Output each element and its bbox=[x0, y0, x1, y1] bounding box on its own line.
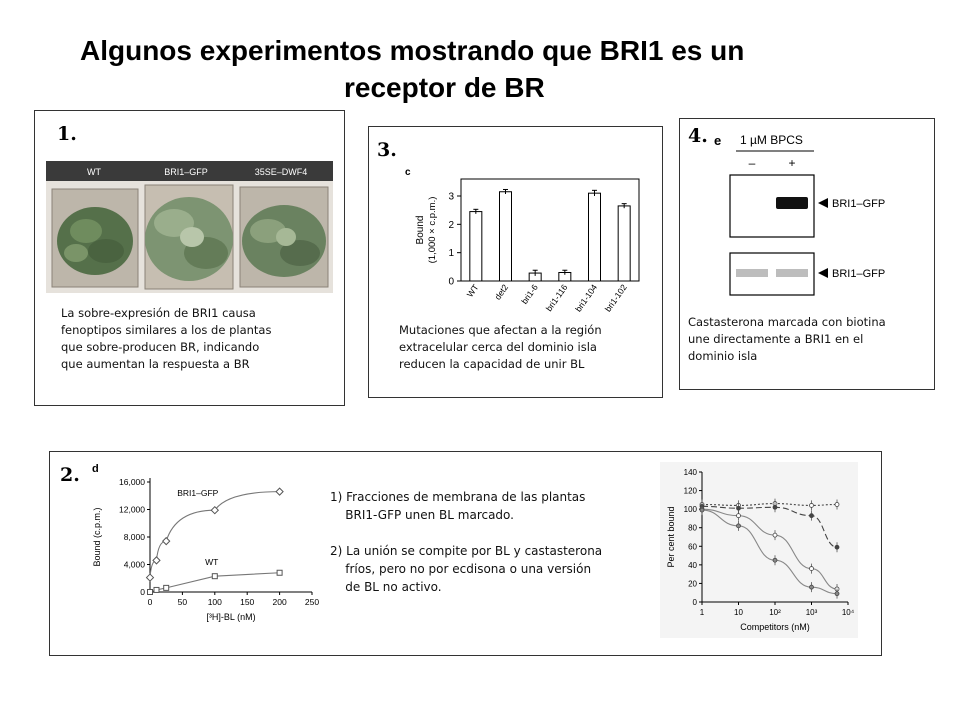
text-item-2 bbox=[330, 542, 602, 596]
data-point bbox=[737, 506, 741, 510]
y-tick-label: 12,000 bbox=[119, 504, 145, 515]
photo-label-wt: WT bbox=[87, 167, 101, 177]
data-point bbox=[773, 558, 777, 562]
data-point bbox=[700, 508, 704, 512]
plant-wt bbox=[57, 207, 133, 275]
caption-line: fenoptipos similares a los de plantas bbox=[61, 323, 272, 337]
photo-label-bri1-gfp: BRI1–GFP bbox=[164, 167, 208, 177]
caption-line: extracelular cerca del dominio isla bbox=[399, 340, 597, 354]
caption-line: La sobre-expresión de BRI1 causa bbox=[61, 306, 256, 320]
x-tick-label: 100 bbox=[207, 597, 222, 607]
panel-4-caption bbox=[688, 314, 886, 365]
text-line: de BL no activo. bbox=[330, 580, 442, 594]
x-tick-label: det2 bbox=[492, 282, 511, 302]
competition-chart bbox=[660, 462, 860, 640]
series-label-bri1-gfp: BRI1–GFP bbox=[177, 487, 219, 498]
data-point bbox=[154, 587, 159, 592]
plot-frame bbox=[461, 179, 639, 281]
panel-3-caption bbox=[399, 322, 602, 373]
data-point bbox=[212, 574, 217, 579]
x-tick-label: 200 bbox=[272, 597, 287, 607]
lane-plus: + bbox=[788, 156, 796, 170]
photo-label-35se-dwf4: 35SE–DWF4 bbox=[254, 167, 308, 177]
data-point bbox=[810, 503, 814, 507]
x-tick-label: 150 bbox=[240, 597, 255, 607]
plant-bri1-gfp bbox=[145, 197, 233, 281]
x-tick-label: 10³ bbox=[805, 608, 818, 617]
caption-line: reducen la capacidad de unir BL bbox=[399, 357, 585, 371]
x-tick-label: bri1-6 bbox=[519, 282, 540, 306]
data-point bbox=[835, 592, 839, 596]
caption-line: Castasterona marcada con biotina bbox=[688, 315, 886, 329]
bar-bri1-104 bbox=[589, 193, 601, 281]
data-point bbox=[810, 567, 814, 571]
x-tick-label: bri1-102 bbox=[602, 282, 629, 314]
band-control-1 bbox=[736, 269, 768, 277]
y-axis-label: Per cent bound bbox=[666, 506, 676, 568]
caption-line: que aumentan la respuesta a BR bbox=[61, 357, 250, 371]
panel-1-number: 1. bbox=[57, 123, 77, 145]
panel-2-text bbox=[330, 488, 602, 596]
x-axis-label: Competitors (nM) bbox=[740, 622, 810, 632]
panel-3-number: 3. bbox=[377, 139, 397, 161]
data-point bbox=[810, 514, 814, 518]
panel-3 bbox=[368, 126, 663, 398]
panel-4-number: 4. bbox=[688, 125, 708, 147]
y-tick-label: 100 bbox=[683, 505, 697, 515]
series-label-wt: WT bbox=[205, 557, 219, 568]
y-tick-label: 16,000 bbox=[119, 477, 145, 487]
data-point bbox=[164, 585, 169, 590]
data-point bbox=[835, 503, 839, 507]
panel-4 bbox=[679, 118, 935, 390]
plant-35se-dwf4 bbox=[242, 205, 326, 277]
saturation-chart bbox=[86, 460, 326, 630]
title-line-1: Algunos experimentos mostrando que BRI1 es un bbox=[80, 35, 745, 66]
data-point bbox=[773, 505, 777, 509]
y-tick-label: 60 bbox=[688, 542, 697, 552]
chart-panel-letter: d bbox=[92, 463, 99, 475]
data-point bbox=[277, 570, 282, 575]
data-point bbox=[163, 538, 170, 545]
panel-2-number: 2. bbox=[60, 464, 80, 486]
binding-bar-chart bbox=[387, 163, 659, 323]
data-point bbox=[153, 557, 160, 564]
title-line-2: receptor de BR bbox=[344, 72, 545, 103]
y-tick-label: 80 bbox=[688, 523, 697, 533]
blot-letter: e bbox=[714, 133, 722, 148]
band-label-bottom: BRI1–GFP bbox=[832, 268, 886, 280]
y-tick-label: 0 bbox=[448, 276, 454, 288]
data-point bbox=[276, 488, 283, 495]
x-tick-label: bri1-104 bbox=[573, 282, 600, 314]
x-tick-label: 250 bbox=[304, 597, 320, 607]
x-tick-label: 1 bbox=[699, 608, 705, 617]
data-point bbox=[147, 574, 154, 581]
y-tick-label: 40 bbox=[688, 560, 697, 570]
chart-panel-letter: c bbox=[405, 167, 411, 178]
panel-1 bbox=[34, 110, 345, 406]
panel-2 bbox=[49, 451, 882, 656]
plants-photo bbox=[46, 161, 333, 293]
data-point bbox=[835, 545, 839, 549]
data-point bbox=[810, 585, 814, 589]
arrow-bottom bbox=[818, 268, 828, 278]
lane-minus: – bbox=[748, 156, 756, 170]
caption-line: une directamente a BRI1 en el bbox=[688, 332, 864, 346]
y-tick-label: 3 bbox=[448, 191, 454, 203]
x-tick-label: 50 bbox=[177, 597, 188, 607]
y-tick-label: 120 bbox=[683, 486, 697, 496]
x-tick-label: 10 bbox=[734, 608, 743, 617]
data-point bbox=[737, 514, 741, 518]
bar-bri1-102 bbox=[618, 206, 630, 281]
panel-1-caption bbox=[61, 305, 271, 373]
blot-treatment: 1 µM BPCS bbox=[740, 133, 803, 147]
y-tick-label: 1 bbox=[448, 248, 454, 260]
text-line: BRI1-GFP unen BL marcado. bbox=[330, 508, 514, 522]
text-item-1 bbox=[330, 488, 602, 524]
y-tick-label: 0 bbox=[140, 587, 145, 597]
western-blot bbox=[712, 129, 932, 299]
data-point bbox=[148, 590, 153, 595]
bar-det2 bbox=[500, 192, 512, 281]
x-tick-label: bri1-116 bbox=[543, 282, 570, 314]
y-tick-label: 2 bbox=[448, 219, 454, 231]
y-tick-label: 140 bbox=[683, 468, 697, 477]
x-tick-label: 0 bbox=[147, 597, 153, 607]
caption-line: Mutaciones que afectan a la región bbox=[399, 323, 602, 337]
x-tick-label: 10² bbox=[769, 608, 781, 617]
data-point bbox=[773, 533, 777, 537]
y-axis-label-units: (1,000 × c.p.m.) bbox=[427, 196, 438, 264]
y-tick-label: 20 bbox=[688, 579, 697, 589]
x-tick-label: 10⁴ bbox=[841, 608, 855, 617]
x-axis-label: [³H]-BL (nM) bbox=[206, 612, 256, 622]
x-tick-label: WT bbox=[464, 282, 481, 299]
text-line: 2) La unión se compite por BL y castasterona bbox=[330, 544, 603, 558]
y-axis-label: Bound bbox=[415, 215, 426, 245]
y-tick-label: 8,000 bbox=[123, 532, 145, 542]
y-tick-label: 0 bbox=[692, 598, 697, 607]
band-control-2 bbox=[776, 269, 808, 277]
caption-line: dominio isla bbox=[688, 349, 758, 363]
arrow-top bbox=[818, 198, 828, 208]
text-line: 1) Fracciones de membrana de las plantas bbox=[330, 490, 586, 504]
y-tick-label: 4,000 bbox=[123, 559, 145, 570]
band-strong bbox=[776, 197, 808, 209]
data-point bbox=[737, 524, 741, 528]
band-label-top: BRI1–GFP bbox=[832, 198, 886, 210]
y-axis-label: Bound (c.p.m.) bbox=[92, 507, 102, 567]
bar-WT bbox=[470, 212, 482, 281]
caption-line: que sobre-producen BR, indicando bbox=[61, 340, 260, 354]
text-line: fríos, pero no por ecdisona o una versión bbox=[330, 562, 592, 576]
